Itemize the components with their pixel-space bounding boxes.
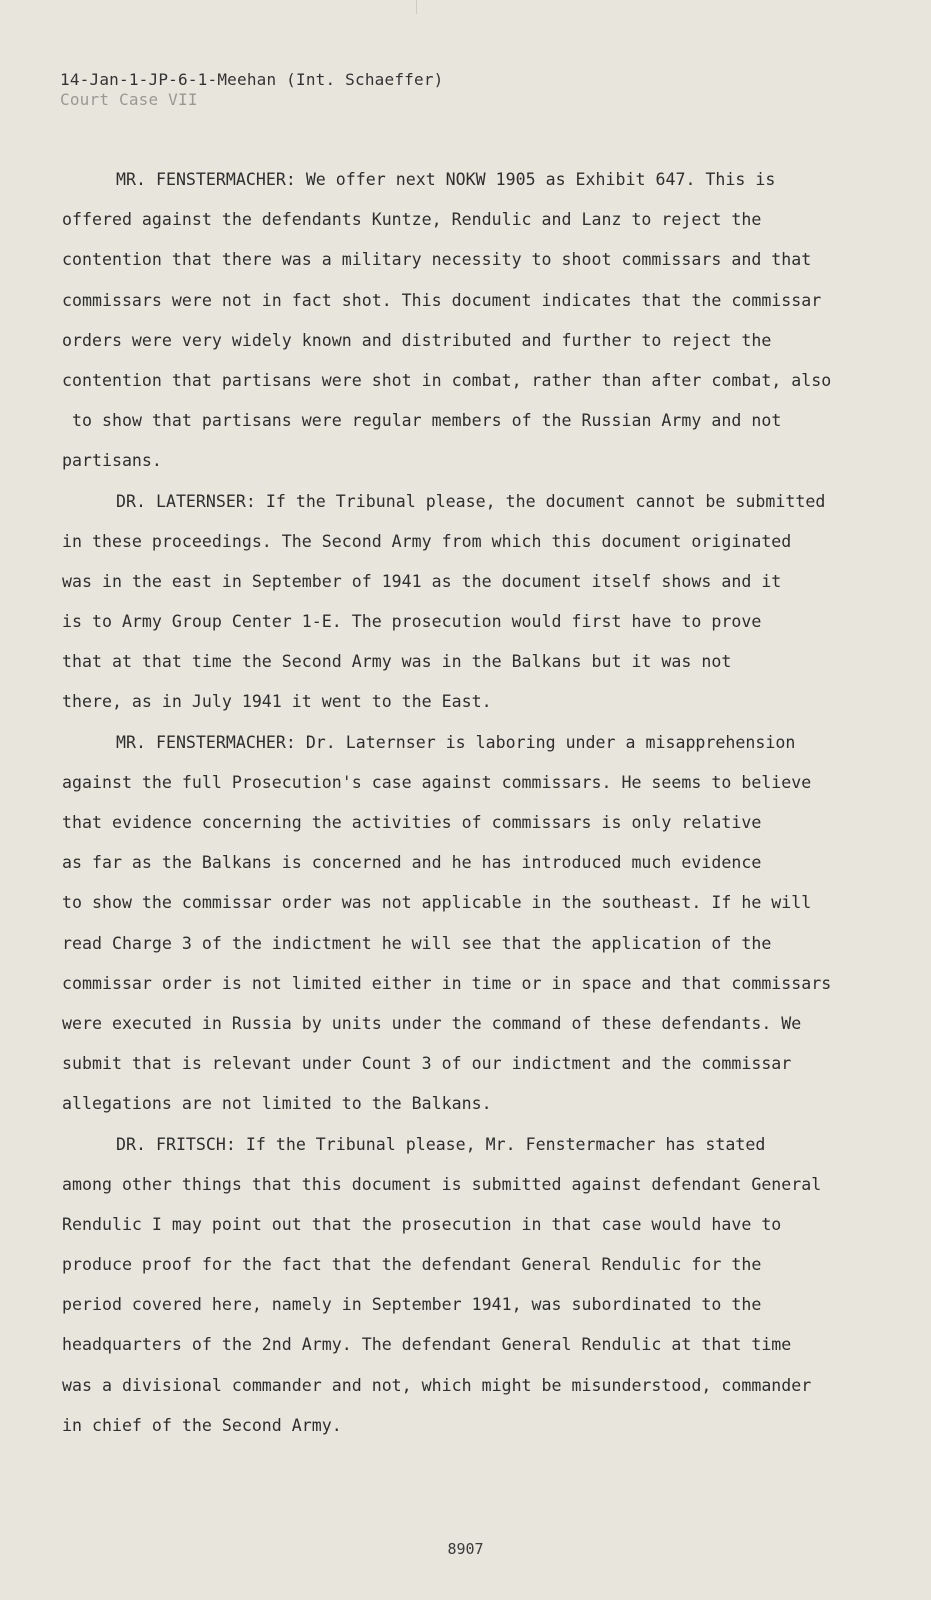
text-line: Rendulic I may point out that the prosecution in that case would have to — [62, 1214, 782, 1234]
text-line: in these proceedings. The Second Army from which this document originated — [62, 531, 792, 551]
text-line: period covered here, namely in September 1941, was subordinated to the — [62, 1295, 762, 1315]
header-line-1: 14-Jan-1-JP-6-1-Meehan (Int. Schaeffer) — [60, 70, 444, 89]
text-line: that at that time the Second Army was in the Balkans but it was not — [62, 652, 732, 672]
page-number: 8907 — [447, 1540, 484, 1558]
text-line: as far as the Balkans is concerned and he has introduced much evidence — [62, 853, 762, 873]
text-line: commissar order is not limited either in time or in space and that commissars — [62, 973, 832, 993]
text-line: headquarters of the 2nd Army. The defendant General Rendulic at that time — [62, 1335, 792, 1355]
text-line: produce proof for the fact that the defendant General Rendulic for the — [62, 1255, 762, 1275]
text-line: was in the east in September of 1941 as the document itself shows and it — [62, 571, 782, 591]
text-line: commissars were not in fact shot. This document indicates that the commissar — [62, 290, 822, 310]
punch-mark — [416, 0, 417, 14]
document-header — [60, 70, 443, 110]
text-line: there, as in July 1941 it went to the East. — [62, 692, 492, 712]
text-line: were executed in Russia by units under the command of these defendants. We — [62, 1013, 802, 1033]
text-line: in chief of the Second Army. — [62, 1415, 342, 1435]
text-line: submit that is relevant under Count 3 of our indictment and the commissar — [62, 1054, 792, 1074]
text-line: orders were very widely known and distributed and further to reject the — [62, 330, 772, 350]
text-line: MR. FENSTERMACHER: Dr. Laternser is laboring under a misapprehension — [116, 732, 796, 752]
text-line: read Charge 3 of the indictment he will see that the application of the — [62, 933, 772, 953]
text-line: offered against the defendants Kuntze, Rendulic and Lanz to reject the — [62, 210, 762, 230]
text-line: that evidence concerning the activities of commissars is only relative — [62, 813, 762, 832]
text-line: was a divisional commander and not, which might be misunderstood, commander — [62, 1375, 812, 1395]
text-line: contention that partisans were shot in combat, rather than after combat, also — [62, 370, 832, 390]
text-line: to show the commissar order was not applicable in the southeast. If he will — [62, 893, 812, 913]
text-line: is to Army Group Center 1-E. The prosecution would first have to prove — [62, 612, 762, 632]
text-line: MR. FENSTERMACHER: We offer next NOKW 1905 as Exhibit 647. This is — [116, 170, 776, 189]
paragraph-fenstermacher-offer — [62, 160, 882, 482]
header-line-2: Court Case VII — [60, 90, 198, 109]
text-line: against the full Prosecution's case against commissars. He seems to believe — [62, 772, 812, 792]
text-line: DR. FRITSCH: If the Tribunal please, Mr. Fenstermacher has stated — [116, 1134, 766, 1154]
text-line: DR. LATERNSER: If the Tribunal please, the document cannot be submitted — [116, 491, 826, 511]
text-line: among other things that this document is submitted against defendant General — [62, 1174, 822, 1194]
paragraph-fenstermacher-reply — [62, 723, 882, 1125]
paragraph-laternser-objection — [62, 482, 882, 723]
transcript-body — [62, 160, 882, 1446]
paragraph-fritsch-statement — [62, 1125, 882, 1447]
text-line: partisans. — [62, 451, 162, 471]
text-line: contention that there was a military necessity to shoot commissars and that — [62, 250, 812, 270]
text-line: allegations are not limited to the Balkans. — [62, 1094, 492, 1114]
text-line: to show that partisans were regular members of the Russian Army and not — [72, 411, 782, 431]
